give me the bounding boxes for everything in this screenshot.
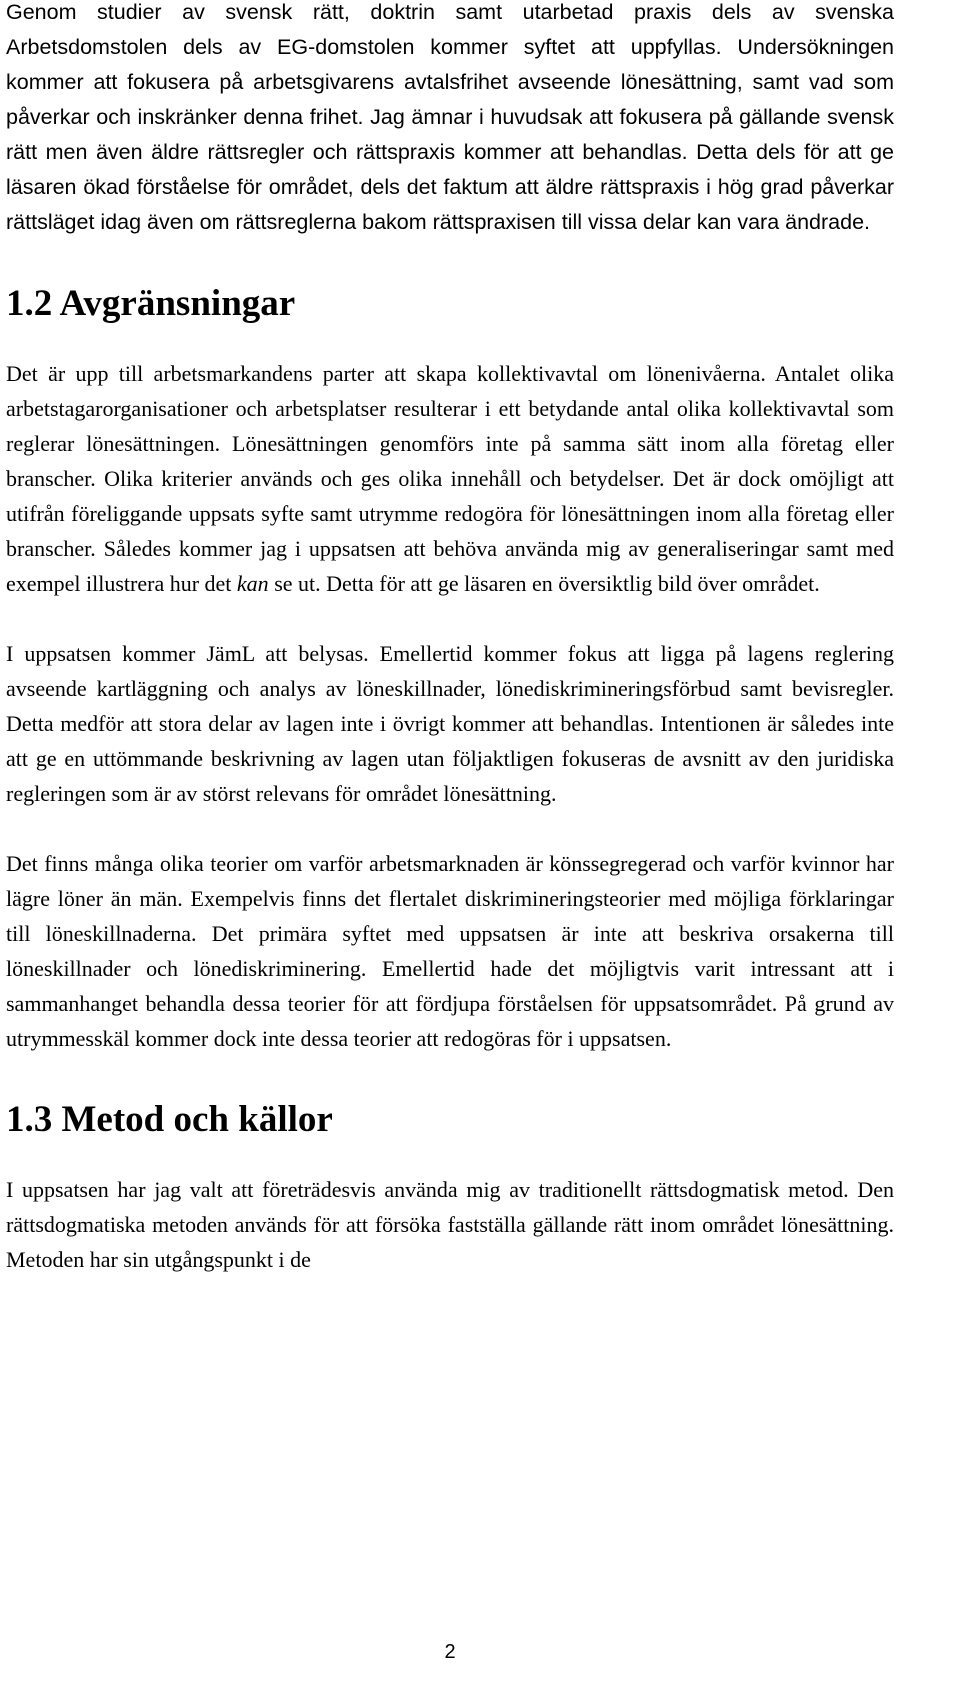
document-page	[6, 0, 894, 1663]
section-heading-avgransningar: 1.2 Avgränsningar	[6, 283, 296, 324]
avgransningar-paragraph-1-text-b: se ut. Detta för att ge läsaren en översiktlig bild över området.	[268, 571, 820, 596]
avgransningar-paragraph-3: Det finns många olika teorier om varför arbetsmarknaden är könssegregerad och varför kvinnor har lägre löner än män. Exempelvis finns det flertalet diskrimineringsteorier med möjliga förklaringar till löneskillnaderna. Det primära syftet med uppsatsen är inte att beskriva orsakerna till löneskillnader och lönediskriminering. Emellertid hade det möjligtvis varit intressant att i sammanhanget behandla dessa teorier för att fördjupa förståelsen för uppsatsområdet. På grund av utrymmesskäl kommer dock inte dessa teorier att redogöras för i uppsatsen.	[6, 851, 894, 1051]
section-heading-metod-och-kallor: 1.3 Metod och källor	[6, 1099, 333, 1140]
emphasized-word: kan	[236, 571, 269, 596]
metod-paragraph-1: I uppsatsen har jag valt att företrädesvis använda mig av traditionellt rättsdogmatisk metod. Den rättsdogmatiska metoden används för att försöka fastställa gällande rätt inom området lönesättning. Metoden har sin utgångspunkt i de	[6, 1177, 894, 1272]
avgransningar-paragraph-1	[6, 356, 894, 601]
intro-paragraph: Genom studier av svensk rätt, doktrin samt utarbetad praxis dels av svenska Arbetsdomstolen dels av EG-domstolen kommer syftet att uppfyllas. Undersökningen kommer att fokusera på arbetsgivarens avtalsfrihet avseende lönesättning, samt vad som påverkar och inskränker denna frihet. Jag ämnar i huvudsak att fokusera på gällande svensk rätt men även äldre rättsregler och rättspraxis kommer att behandlas. Detta dels för att ge läsaren ökad förståelse för området, dels det faktum att äldre rättspraxis i hög grad påverkar rättsläget idag även om rättsreglerna bakom rättspraxisen till vissa delar kan vara ändrade.	[6, 0, 894, 234]
page-number: 2	[444, 1641, 456, 1663]
avgransningar-paragraph-2: I uppsatsen kommer JämL att belysas. Emellertid kommer fokus att ligga på lagens reglering avseende kartläggning och analys av löneskillnader, lönediskrimineringsförbud samt bevisregler. Detta medför att stora delar av lagen inte i övrigt kommer att behandlas. Intentionen är således inte att ge en uttömmande beskrivning av lagen utan följaktligen fokuseras de avsnitt av den juridiska regleringen som är av störst relevans för området lönesättning.	[6, 641, 894, 806]
avgransningar-paragraph-1-text-a: Det är upp till arbetsmarkandens parter att skapa kollektivavtal om lönenivåerna. Antalet olika arbetstagarorganisationer och arbetsplatser resulterar i ett betydande antal olika kollektivavtal som reglerar lönesättningen. Lönesättningen genomförs inte på samma sätt inom alla företag eller branscher. Olika kriterier används och ges olika innehåll och betydelser. Det är dock omöjligt att utifrån föreliggande uppsats syfte samt utrymme redogöra för lönesättningen inom alla företag eller branscher. Således kommer jag i uppsatsen att behöva använda mig av generaliseringar samt med exempel illustrera hur det	[6, 361, 894, 596]
